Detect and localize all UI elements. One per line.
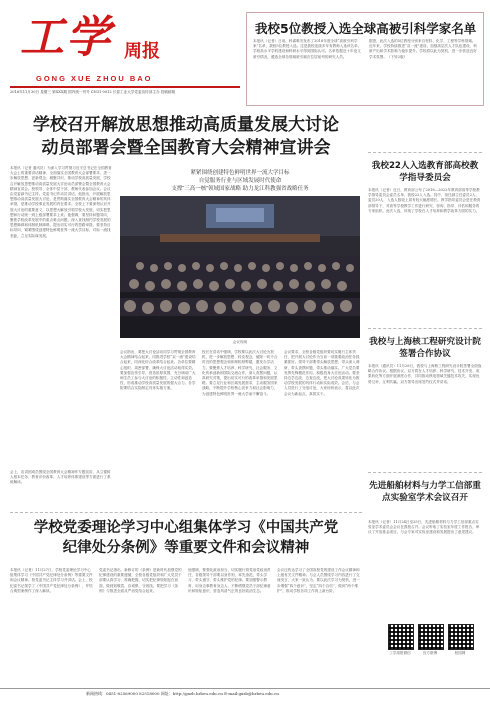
main-column-3: 会议要求，全校各级党组织要切实履行主体责任，把开展大讨论作为当前一项重要政治任务抓紧抓好。领导干部要带头解放思想，带头深入调研，带头查摆问题，带头推动落实。广大党员要发挥先锋模范作用，积极投身大讨论活动。要坚持边学边改、边查边改，把大讨论成果转化为推动学校发展的具体行动和实际成效。会后，与会人员进行了分组讨论，大家纷纷表示，将以此次会议为新起点，真抓实干。 [284,350,360,396]
main-headline [10,114,362,160]
qr-codes [388,624,476,674]
qr-label-2: 官方微博 [422,651,438,655]
sidebar-news-2-headline: 我校与上海核工程研究设计院签署合作协议 [369,337,481,359]
masthead-logo [12,12,212,72]
top-news-column-1: 本报讯（记者）日前，科睿唯安发布了2016年度全球“高被引科学家”名单，我校5位教授入选。这是我校连续多年有教师入选该名单，学校高水平学科建设和科研水平得到国际认可。名单依据近十年论文被引情况，遴选全球各领域被引频次位居前列的研究人员。 [253,39,362,59]
main-subhead-1: 紧紧围绕创建特色鲜明世界一流大学目标 [190,170,290,176]
qr-label-3: 校园网 [454,651,466,655]
sidebar-news-2-text: 本报讯（通讯员）11月28日，我校与上海核工程研究设计院签署全面战略合作协议。根据协议，双方将在人才培养、科学研究、技术开发、成果转化等方面开展深度合作，共同推动核电领域关键技术攻关，实现优势互补、互利共赢。双方领导出席签约仪式并讲话。 [368,364,482,384]
main-subhead-2: 自觉服务行业与区域发展时代使命 [198,178,282,184]
sidebar-news-3-headline: 先进船舶材料与力学工信部重点实验室学术会议召开 [369,481,481,503]
top-news-headline: 我校5位教授入选全球高被引科学家名单 [255,21,477,36]
qr-code-icon [418,624,444,650]
sidebar-news-3-text: 本报讯（记者）11月24日至25日，先进船舶材料与力学工信部重点实验室学术委员会会议在我校召开。会议听取了实验室年度工作报告，审议了开放基金项目，与会专家对实验室建设和发展提出了意见建议。 [368,520,480,535]
bottom-headline [10,518,362,558]
main-subhead-3: 支撑“三高一核”领域国家战略 助力龙江科教强省战略任务 [171,186,309,192]
sidebar-news-1-headline: 我校22人入选教育部高校教学指导委员会 [371,161,479,183]
footer-info: 新闻热线：0451-82569000 82518000 网址：http://gxzb.hrbeu.edu.cn E-mail:gxzb@hrbeu.edu.cn [86,691,279,696]
section-divider [10,512,362,513]
issue-line: 2016年11月30日 星期三 第XXX期 国内统一刊号 CN31-0012 长春工业大学党委宣传部主办 投稿邮箱 [10,90,176,94]
top-news-box [246,12,484,106]
bottom-headline-line-1: 学校党委理论学习中心组集体学习《中国共产党 [33,520,339,536]
sidebar-divider [368,472,482,473]
main-headline-line-1: 学校召开解放思想推动高质量发展大讨论 [33,115,339,135]
logo-main-text: 工学 [20,12,112,63]
main-column-1: 会议指出，要把大讨论活动同学习贯彻全国教育大会精神结合起来，同推进学校“双一流”建设结合起来，同深化综合改革结合起来。各单位要精心组织、周密部署，确保大讨论活动取得实效。要加强宣传引导，营造浓厚氛围，充分调动广大师生员工参与大讨论的积极性、主动性和创造性，形成推动学校高质量发展的强大合力。各学院要结合实际制定具体实施方案。 [120,350,196,391]
main-column-2: 校长在讲话中强调，学校要以此次大讨论为契机，进一步解放思想、转变观念，破除一切不合时宜的思想观念和体制机制弊端，激发办学活力。要聚焦人才培养、科学研究、社会服务、文化传承创新和国际交流合作，深入查摆问题，认真研究对策，提出切实可行的改革举措和发展思路。要立足行业和区域发展需求，主动服务国家战略，不断提升学校核心竞争力和社会影响力，为创建特色鲜明世界一流大学而不懈奋斗。 [202,350,278,396]
main-lead-column-continued: 会上，宣讲团成员围绕全国教育大会精神作专题宣讲，从立德树人根本任务、教育评价改革、人才培养体系建设等方面进行了系统解读。 [10,470,111,485]
qr-code-icon [388,624,414,650]
conference-photo-image [120,196,360,338]
logo-sub-text: 周报 [124,41,160,62]
bottom-column-3: 他强调，要强化政治担当，切实履行管党治党政治责任，各级领导干部要以身作则、率先垂范，带头学习、带头遵守、带头维护党的纪律。要加强警示教育，用身边事教育身边人，不断增强党员干部纪律意识和规矩意识，营造风清气正的良好政治生态。 [188,568,271,593]
top-news-column-2: 据悉，此次入选的5位教授分别来自材料、化学、工程等学科领域。近年来，学校持续推进“双一流”建设，加强高层次人才队伍建设，科研产出和学术影响力稳步提升。学校将以此为契机，进一步营造良好学术氛围。（下转2版） [369,39,477,59]
masthead-rule [10,86,240,88]
bottom-column-4: 会议还传达学习了全国高校党的建设工作会议精神和上级有关文件精神。与会人员围绕学习内容进行了交流发言，大家一致认为，要以此次学习为契机，进一步增强“四个意识”，坚定“四个自信”，做到“两个维护”，推动学校各项工作再上新台阶。 [277,568,360,593]
sidebar-divider [368,328,482,329]
bottom-column-2: 党委书记指出，新修订的《条例》是新时代加强党的纪律建设的重要遵循，全校各级党组织和广大党员干部要认真学习、准确把握，切实把纪律规矩挺在前面，做到知敬畏、存戒惧、守底线。要把学习《条例》与推进全面从严治党结合起来。 [99,568,182,593]
main-lead-column: 本报讯（记者 通讯员）为深入学习贯彻习近平总书记在全国教育大会上的重要讲话精神，全面落实全国教育大会部署要求，进一步解放思想、更新观念、凝聚共识，推动学校高质量发展，学校召开解放思想推动高质量发展大讨论动员部署会暨全国教育大会精神宣讲会。校领导、全体中层干部、教师代表参加会议。会议由党委副书记主持。党委书记作动员讲话，他指出，开展解放思想推动高质量发展大讨论，是贯彻落实全国教育大会精神的具体举措，是推动学校事业发展的内在要求。全校上下要深刻认识开展大讨论的重要意义，以思想大解放引领学校大发展，切实把思想和行动统一到上级部署要求上来。他强调，要坚持问题导向，聚焦学校改革发展中的重点难点问题，深入查找制约学校发展的思想障碍和体制机制障碍，提出切实可行的思路举措。要坚持目标导向，紧紧围绕创建特色鲜明世界一流大学目标，对标一流找差距，立足实际谋发展。 [10,166,112,238]
sidebar-divider [368,152,482,153]
photo-caption: 会议现场 [232,340,248,344]
qr-label-1: 工学周报微信 [389,651,411,655]
qr-code-icon [448,624,474,650]
main-headline-line-2: 动员部署会暨全国教育大会精神宣讲会 [41,138,331,158]
bottom-headline-line-2: 纪律处分条例》等重要文件和会议精神 [62,540,310,556]
bottom-column-1: 本报讯（记者）11月27日，学校党委理论学习中心组集体学习《中国共产党纪律处分条例》等重要文件和会议精神。校党委书记主持学习并讲话。会上，校纪委书记领学了《中国共产党纪律处分条例》，并结合典型案例作了深入解读。 [10,568,93,593]
sidebar-news-1-text: 本报讯（记者）近日，教育部公布了2018—2022年教育部高等学校教学指导委员会委员名单，我校22人入选。其中，担任副主任委员2人，委员20人，入选人数较上届有较大幅度增长。教学指导委员会是在教育部领导下，对高等学校教学工作进行研究、咨询、指导、评估和服务的专家组织。此次入选，体现了学校在人才培养和教学改革方面的实力。 [368,188,481,213]
conference-photo [120,196,360,338]
sidebar-news [368,108,482,668]
masthead-english-name: GONG XUE ZHOU BAO [36,74,153,83]
footer-rule [0,688,490,689]
